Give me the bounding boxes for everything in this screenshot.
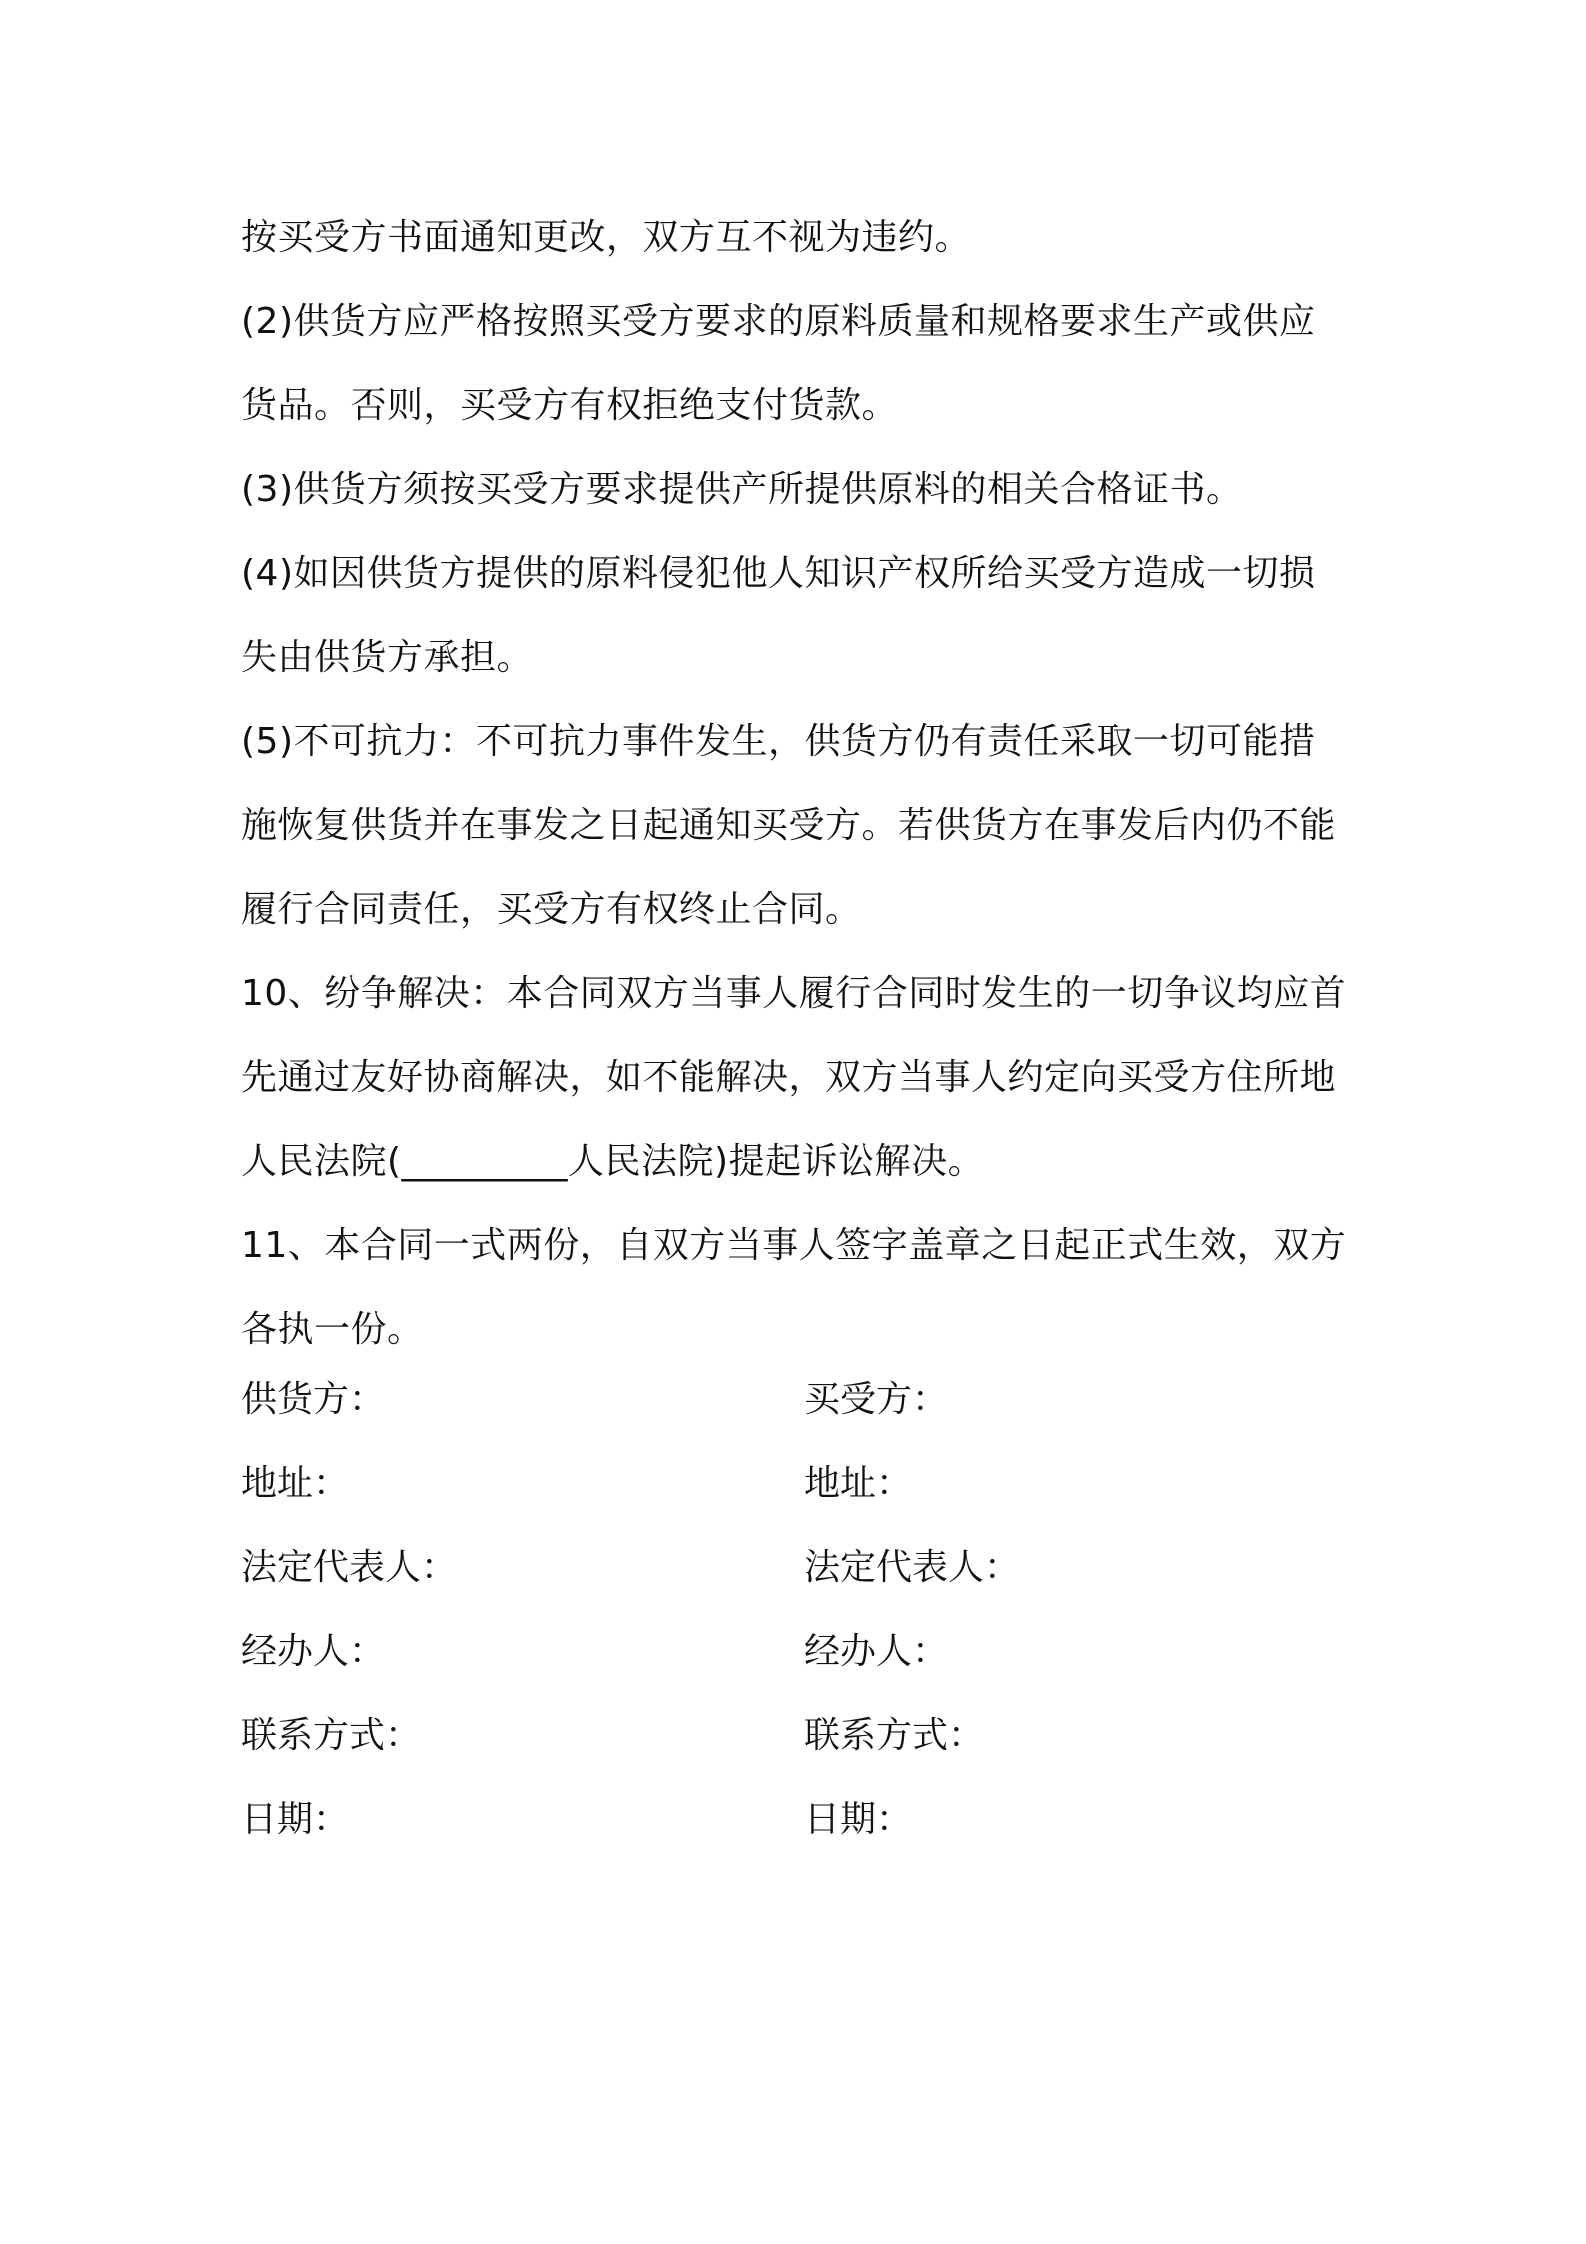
buyer-label: 买受方： xyxy=(804,1379,949,1420)
signature-row-contact xyxy=(241,1694,1361,1778)
clause-line: 履行合同责任，买受方有权终止合同。 xyxy=(241,889,862,930)
signature-row-date xyxy=(241,1778,1361,1862)
clause-line: 货品。否则，买受方有权拒绝支付货款。 xyxy=(241,385,899,426)
buyer-address-label: 地址： xyxy=(804,1463,913,1504)
signature-row-handler xyxy=(241,1610,1361,1694)
clause-line: 先通过友好协商解决，如不能解决，双方当事人约定向买受方住所地 xyxy=(241,1057,1337,1098)
clause-line: (4)如因供货方提供的原料侵犯他人知识产权所给买受方造成一切损 xyxy=(241,553,1316,594)
signature-row-address xyxy=(241,1442,1361,1526)
buyer-date-label: 日期： xyxy=(804,1799,913,1840)
supplier-date-label: 日期： xyxy=(241,1799,350,1840)
clause-line: (2)供货方应严格按照买受方要求的原料质量和规格要求生产或供应 xyxy=(241,301,1316,342)
buyer-handler-label: 经办人： xyxy=(804,1631,949,1672)
buyer-legal-rep-label: 法定代表人： xyxy=(804,1547,1021,1588)
supplier-contact-label: 联系方式： xyxy=(241,1715,422,1756)
clause-line: 10、纷争解决：本合同双方当事人履行合同时发生的一切争议均应首 xyxy=(241,973,1347,1014)
buyer-contact-label: 联系方式： xyxy=(804,1715,985,1756)
clause-line: 按买受方书面通知更改，双方互不视为违约。 xyxy=(241,217,972,258)
clause-line: (5)不可抗力：不可抗力事件发生，供货方仍有责任采取一切可能措 xyxy=(241,721,1316,762)
supplier-handler-label: 经办人： xyxy=(241,1631,386,1672)
clause-line: 各执一份。 xyxy=(241,1309,424,1350)
clause-line: 失由供货方承担。 xyxy=(241,637,534,678)
supplier-legal-rep-label: 法定代表人： xyxy=(241,1547,458,1588)
clause-line: 施恢复供货并在事发之日起通知买受方。若供货方在事发后内仍不能 xyxy=(241,805,1337,846)
signature-block xyxy=(241,1358,1361,1862)
supplier-label: 供货方： xyxy=(241,1379,386,1420)
signature-row-legal-rep xyxy=(241,1526,1361,1610)
clause-line: 人民法院(_________人民法院)提起诉讼解决。 xyxy=(241,1141,985,1182)
contract-body xyxy=(241,196,1361,1372)
clause-line: 11、本合同一式两份，自双方当事人签字盖章之日起正式生效，双方 xyxy=(241,1225,1347,1266)
signature-row-party xyxy=(241,1358,1361,1442)
supplier-address-label: 地址： xyxy=(241,1463,350,1504)
clause-line: (3)供货方须按买受方要求提供产所提供原料的相关合格证书。 xyxy=(241,469,1243,510)
